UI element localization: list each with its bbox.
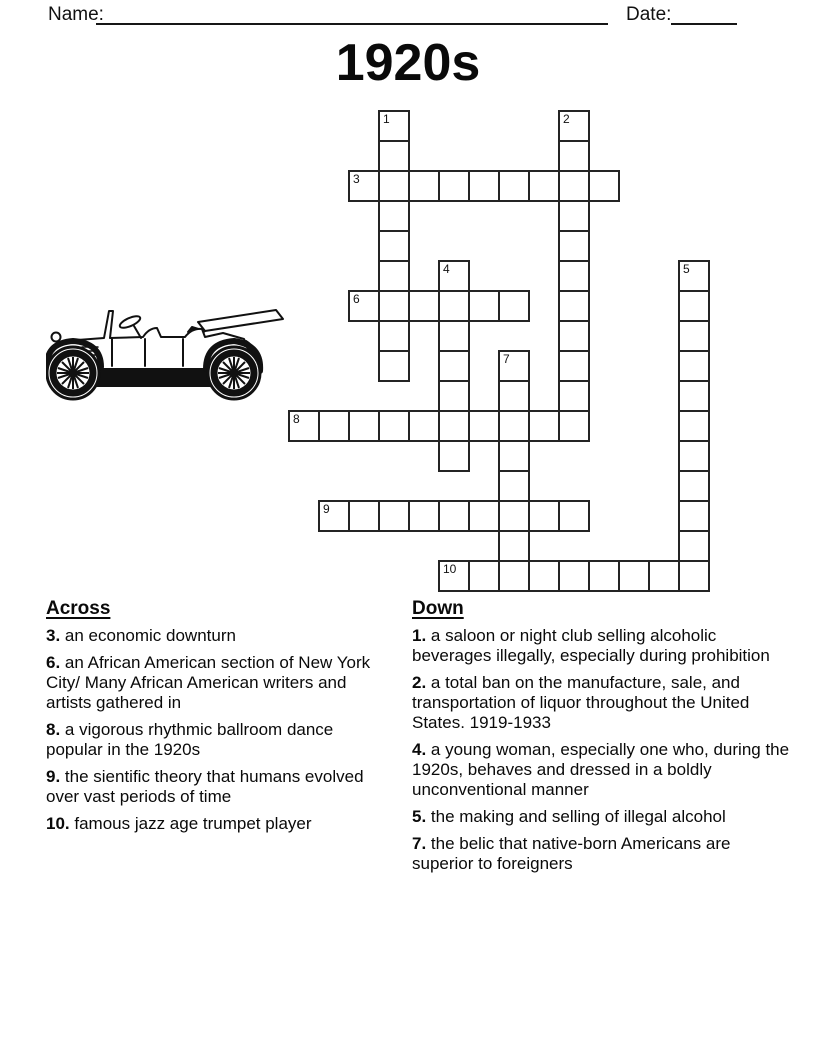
crossword-cell: [618, 560, 650, 592]
crossword-cell: [408, 170, 440, 202]
crossword-cell: [438, 440, 470, 472]
crossword-cell: [678, 290, 710, 322]
crossword-cell: [498, 170, 530, 202]
crossword-cell: [678, 500, 710, 532]
crossword-cell: [408, 290, 440, 322]
crossword-cell: [678, 530, 710, 562]
crossword-cell: [438, 320, 470, 352]
crossword-cell: [558, 170, 590, 202]
date-blank-line: [671, 4, 737, 25]
clue-item: [46, 720, 394, 760]
crossword-cell: [348, 410, 380, 442]
crossword-cell: [318, 500, 350, 532]
crossword-cell: [378, 410, 410, 442]
crossword-cell: [438, 500, 470, 532]
clue-number-label: 9.: [46, 767, 61, 786]
clue-item: [46, 814, 394, 834]
crossword-cell: [678, 470, 710, 502]
clue-item: [412, 834, 790, 874]
crossword-cell: [528, 410, 560, 442]
clue-item: [46, 653, 394, 713]
crossword-cell: [288, 410, 320, 442]
crossword-cell: [378, 260, 410, 292]
cell-clue-number: 3: [353, 172, 360, 186]
crossword-cell: [558, 320, 590, 352]
clue-text: a vigorous rhythmic ballroom dance popular in the 1920s: [46, 720, 334, 759]
crossword-cell: [498, 410, 530, 442]
clue-number-label: 5.: [412, 807, 427, 826]
crossword-cell: [648, 560, 680, 592]
crossword-cell: [468, 560, 500, 592]
clue-number-label: 7.: [412, 834, 427, 853]
crossword-cell: [468, 170, 500, 202]
clue-number-label: 1.: [412, 626, 427, 645]
crossword-cell: [678, 560, 710, 592]
crossword-cell: [348, 290, 380, 322]
crossword-cell: [468, 410, 500, 442]
crossword-cell: [498, 380, 530, 412]
clue-text: famous jazz age trumpet player: [69, 814, 312, 833]
clue-text: the sientific theory that humans evolved over vast periods of time: [46, 767, 364, 806]
crossword-cell: [498, 290, 530, 322]
crossword-cell: [378, 110, 410, 142]
crossword-cell: [558, 200, 590, 232]
crossword-cell: [378, 500, 410, 532]
down-heading: Down: [412, 598, 464, 619]
crossword-cell: [498, 440, 530, 472]
clue-item: [46, 626, 394, 646]
crossword-cell: [558, 110, 590, 142]
front-wheel: [47, 347, 99, 399]
crossword-cell: [558, 140, 590, 172]
crossword-cell: [528, 560, 560, 592]
crossword-cell: [678, 410, 710, 442]
clue-text: the belic that native-born Americans are superior to foreigners: [412, 834, 731, 873]
clue-text: a total ban on the manufacture, sale, and transportation of liquor throughout the United States. 1919-1933: [412, 673, 750, 732]
crossword-cell: [348, 500, 380, 532]
crossword-cell: [378, 320, 410, 352]
cell-clue-number: 8: [293, 412, 300, 426]
clue-item: [412, 807, 790, 827]
crossword-cell: [468, 500, 500, 532]
crossword-cell: [378, 140, 410, 172]
crossword-cell: [558, 290, 590, 322]
cell-clue-number: 2: [563, 112, 570, 126]
crossword-cell: [498, 500, 530, 532]
cell-clue-number: 5: [683, 262, 690, 276]
crossword-cell: [498, 470, 530, 502]
cell-clue-number: 7: [503, 352, 510, 366]
crossword-cell: [678, 260, 710, 292]
crossword-cell: [438, 260, 470, 292]
name-label: Name:: [48, 4, 104, 25]
crossword-cell: [558, 380, 590, 412]
cell-clue-number: 6: [353, 292, 360, 306]
across-clue-list: [46, 626, 394, 834]
clue-text: a saloon or night club selling alcoholic beverages illegally, especially during prohibition: [412, 626, 770, 665]
crossword-cell: [528, 170, 560, 202]
clue-number-label: 3.: [46, 626, 61, 645]
date-label: Date:: [626, 4, 672, 25]
clue-text: the making and selling of illegal alcohol: [426, 807, 726, 826]
across-clues-section: [46, 598, 394, 841]
crossword-cell: [558, 230, 590, 262]
crossword-cell: [408, 500, 440, 532]
clue-text: an African American section of New York City/ Many African American writers and artists gathered in: [46, 653, 371, 712]
name-blank-line: [96, 4, 608, 25]
vintage-touring-car-illustration: [46, 299, 288, 401]
crossword-cell: [378, 290, 410, 322]
crossword-cell: [498, 560, 530, 592]
crossword-cell: [588, 170, 620, 202]
crossword-grid: [288, 110, 712, 594]
clue-item: [46, 767, 394, 807]
down-clue-list: [412, 626, 790, 874]
crossword-cell: [498, 350, 530, 382]
crossword-cell: [528, 500, 560, 532]
crossword-cell: [438, 290, 470, 322]
cell-clue-number: 1: [383, 112, 390, 126]
crossword-cell: [438, 560, 470, 592]
clue-number-label: 8.: [46, 720, 61, 739]
crossword-cell: [468, 290, 500, 322]
crossword-cell: [498, 530, 530, 562]
crossword-cell: [378, 200, 410, 232]
crossword-cell: [558, 410, 590, 442]
crossword-cell: [438, 380, 470, 412]
clue-number-label: 4.: [412, 740, 427, 759]
page-title: 1920s: [335, 34, 481, 92]
clue-item: [412, 626, 790, 666]
clue-text: an economic downturn: [60, 626, 236, 645]
clue-number-label: 2.: [412, 673, 427, 692]
cell-clue-number: 10: [443, 562, 457, 576]
crossword-cell: [678, 350, 710, 382]
crossword-cell: [558, 350, 590, 382]
crossword-cell: [678, 440, 710, 472]
crossword-cell: [558, 500, 590, 532]
down-clues-section: [412, 598, 790, 881]
crossword-cell: [348, 170, 380, 202]
crossword-cell: [438, 410, 470, 442]
crossword-cell: [378, 230, 410, 262]
crossword-cell: [438, 170, 470, 202]
crossword-cell: [318, 410, 350, 442]
crossword-cell: [408, 410, 440, 442]
cell-clue-number: 9: [323, 502, 330, 516]
crossword-cell: [378, 350, 410, 382]
rear-wheel: [208, 347, 260, 399]
clue-number-label: 6.: [46, 653, 61, 672]
clue-text: a young woman, especially one who, during the 1920s, behaves and dressed in a boldly unconventional manner: [412, 740, 790, 799]
across-heading: Across: [46, 598, 111, 619]
crossword-cell: [678, 320, 710, 352]
clue-number-label: 10.: [46, 814, 70, 833]
cell-clue-number: 4: [443, 262, 450, 276]
crossword-cell: [678, 380, 710, 412]
crossword-cell: [438, 350, 470, 382]
crossword-cell: [588, 560, 620, 592]
clue-item: [412, 673, 790, 733]
crossword-cell: [558, 560, 590, 592]
crossword-cell: [558, 260, 590, 292]
crossword-cell: [378, 170, 410, 202]
clue-item: [412, 740, 790, 800]
